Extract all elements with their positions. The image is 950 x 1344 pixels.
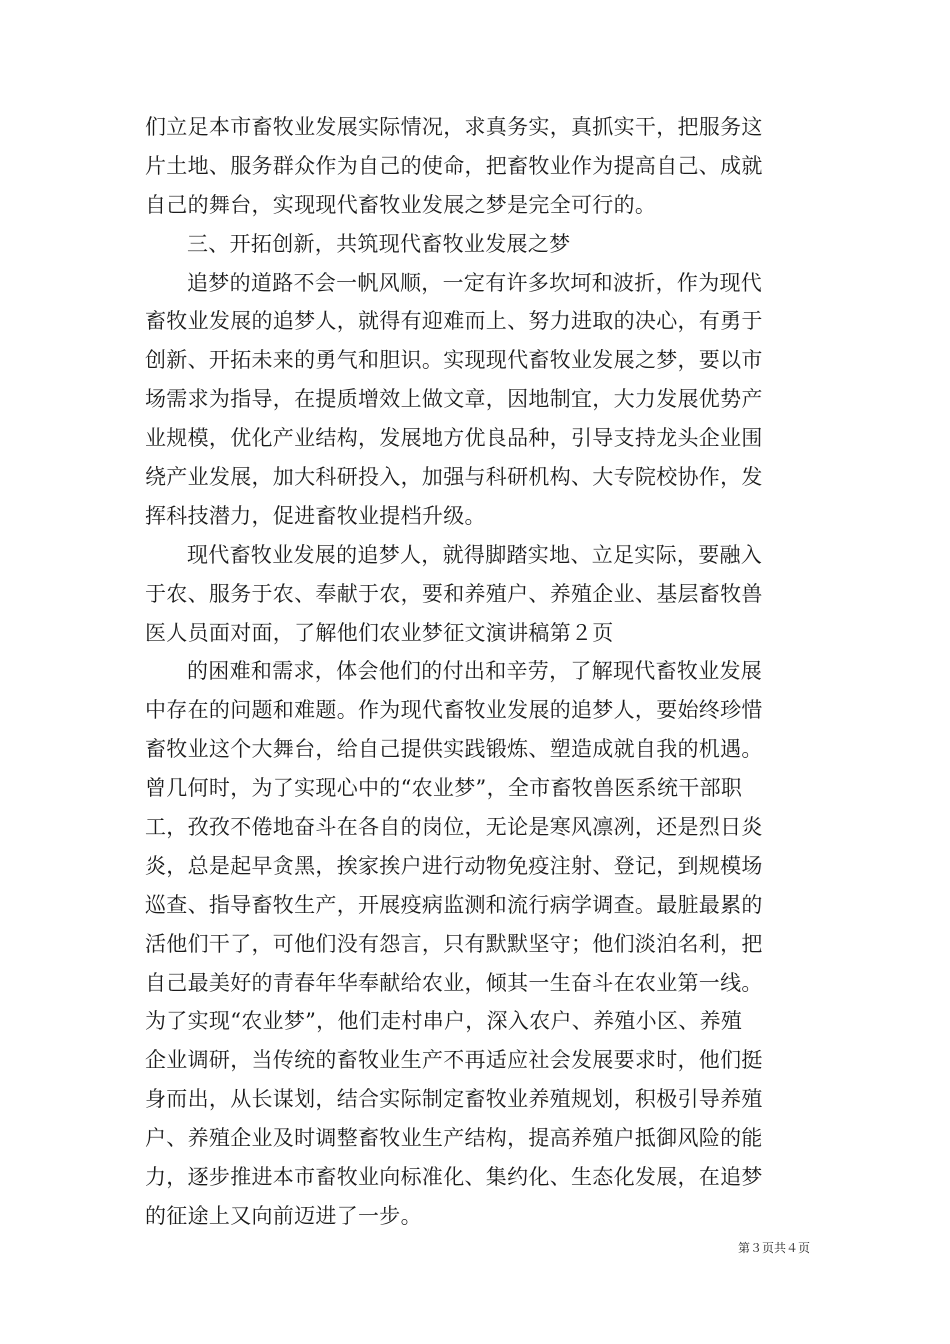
text-line: 于农、服务于农、奉献于农，要和养殖户、养殖企业、基层畜牧兽	[145, 581, 763, 606]
text-line: 畜牧业这个大舞台，给自己提供实践锻炼、塑造成就自我的机遇。	[145, 737, 763, 762]
text-line: 的困难和需求，体会他们的付出和辛劳，了解现代畜牧业发展	[187, 659, 763, 684]
text-line: 身而出，从长谋划，结合实际制定畜牧业养殖规划，积极引导养殖	[145, 1087, 763, 1112]
text-line: 三、开拓创新，共筑现代畜牧业发展之梦	[187, 231, 571, 256]
text-line: 自己最美好的青春年华奉献给农业，倾其一生奋斗在农业第一线。	[145, 970, 763, 995]
text-line: 追梦的道路不会一帆风顺，一定有许多坎坷和波折，作为现代	[187, 270, 763, 295]
text-line: 业规模，优化产业结构，发展地方优良品种，引导支持龙头企业围	[145, 426, 763, 451]
text-line: 现代畜牧业发展的追梦人，就得脚踏实地、立足实际，要融入	[187, 542, 763, 567]
text-line: 曾几何时，为了实现心中的“农业梦”，全市畜牧兽医系统干部职	[145, 776, 743, 801]
text-line: 力，逐步推进本市畜牧业向标准化、集约化、生态化发展，在追梦	[145, 1165, 763, 1190]
text-line: 工，孜孜不倦地奋斗在各自的岗位，无论是寒风凛冽，还是烈日炎	[145, 815, 763, 840]
text-line: 企业调研，当传统的畜牧业生产不再适应社会发展要求时，他们挺	[145, 1048, 763, 1073]
text-line: 场需求为指导，在提质增效上做文章，因地制宜，大力发展优势产	[145, 387, 763, 412]
text-line: 巡查、指导畜牧生产，开展疫病监测和流行病学调查。最脏最累的	[145, 892, 763, 917]
text-line: 中存在的问题和难题。作为现代畜牧业发展的追梦人，要始终珍惜	[145, 698, 763, 723]
text-line: 医人员面对面，了解他们农业梦征文演讲稿第２页	[145, 620, 614, 645]
text-line: 炎，总是起早贪黑，挨家挨户进行动物免疫注射、登记，到规模场	[145, 853, 763, 878]
text-line: 自己的舞台，实现现代畜牧业发展之梦是完全可行的。	[145, 192, 657, 217]
text-line: 们立足本市畜牧业发展实际情况，求真务实，真抓实干，把服务这	[145, 115, 763, 139]
text-line: 绕产业发展，加大科研投入，加强与科研机构、大专院校协作，发	[145, 465, 763, 490]
text-line: 活他们干了，可他们没有怨言，只有默默坚守；他们淡泊名利，把	[145, 931, 763, 956]
text-line: 为了实现“农业梦”，他们走村串户，深入农户、养殖小区、养殖	[145, 1009, 743, 1034]
document-body	[145, 108, 815, 1236]
text-line: 挥科技潜力，促进畜牧业提档升级。	[145, 503, 486, 528]
text-line: 创新、开拓未来的勇气和胆识。实现现代畜牧业发展之梦，要以市	[145, 348, 763, 373]
text-line: 畜牧业发展的追梦人，就得有迎难而上、努力进取的决心，有勇于	[145, 309, 763, 334]
text-line: 的征途上又向前迈进了一步。	[145, 1203, 422, 1228]
text-line: 户、养殖企业及时调整畜牧业生产结构，提高养殖户抵御风险的能	[145, 1126, 763, 1151]
text-line: 片土地、服务群众作为自己的使命，把畜牧业作为提高自己、成就	[145, 153, 763, 178]
page-footer: 第３页共４页	[737, 1241, 810, 1255]
